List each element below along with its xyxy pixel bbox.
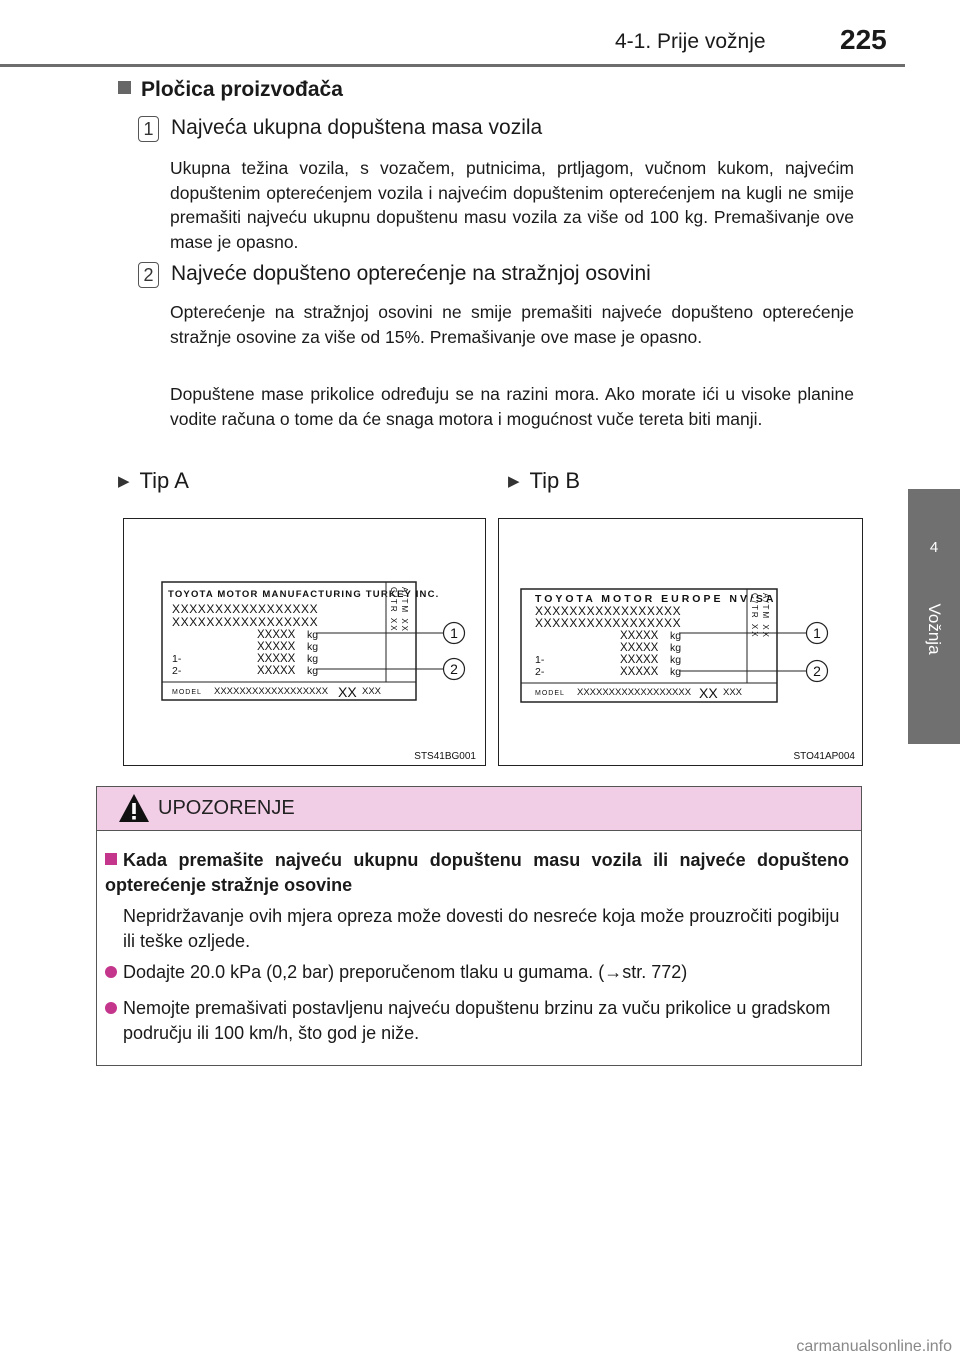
- callout-label-2: 2: [450, 661, 458, 677]
- bullet-dot-icon: [105, 1002, 117, 1014]
- figure-code: STO41AP004: [793, 751, 855, 762]
- plate-vin-line-2: XXXXXXXXXXXXXXXXX: [535, 616, 682, 630]
- warning-bullet-1: [105, 960, 851, 985]
- plate-unit: kg: [307, 653, 319, 665]
- plate-side-column-1: C/TR XX: [389, 587, 398, 633]
- figure-code: STS41BG001: [414, 751, 476, 762]
- warning-square-icon: [105, 853, 117, 865]
- plate-model-mid: XX: [699, 685, 718, 701]
- tip-a-label: [118, 468, 189, 494]
- plate-model-label: MODEL: [172, 689, 202, 696]
- plate-model-end: XXX: [723, 687, 743, 698]
- plate-weight-1: XXXXX: [620, 630, 659, 642]
- warning-bullet-text: Dodajte 20.0 kPa (0,2 bar) preporučenom tlaku u gumama. (→str. 772): [123, 962, 688, 982]
- plate-unit: kg: [670, 630, 682, 642]
- plate-model-value: XXXXXXXXXXXXXXXXXX: [577, 687, 692, 698]
- page-number: 225: [840, 24, 887, 55]
- plate-vin-line-1: XXXXXXXXXXXXXXXXX: [172, 602, 319, 616]
- plate-unit: kg: [307, 641, 319, 653]
- item-title-text: Najveća ukupna dopuštena masa vozila: [171, 116, 543, 139]
- plate-weight-3: XXXXX: [620, 654, 659, 666]
- bullet-dot-icon: [105, 966, 117, 978]
- warning-bullet-text: Nemojte premašivati postavljenu najveću dopuštenu brzinu za vuču prikolice u gradskom području ili 100 km/h, što god je niže.: [123, 998, 831, 1043]
- item-title-2: [138, 262, 651, 288]
- callout-label-2: 2: [813, 663, 821, 679]
- plate-axle-2-label: 2-: [172, 665, 182, 677]
- plate-model-mid: XX: [338, 684, 357, 700]
- triangle-right-icon: ▶: [508, 473, 520, 490]
- plate-axle-2-label: 2-: [535, 666, 545, 678]
- warning-text: Nepridržavanje ovih mjera opreza može dovesti do nesreće koja može prouzročiti pogibiju ili teške ozljede.: [123, 906, 840, 951]
- plate-side-column-1: C/TR XX: [750, 593, 759, 639]
- warning-triangle-icon: [117, 792, 151, 824]
- watermark: carmanualsonline.info: [796, 1338, 952, 1355]
- plate-unit: kg: [307, 629, 319, 641]
- plate-unit: kg: [670, 666, 682, 678]
- header-rule: [0, 64, 905, 67]
- warning-subheading-text: Kada premašite najveću ukupnu dopuštenu masu vozila ili najveće dopušteno opterećenje stražnje osovine: [105, 850, 849, 895]
- side-tab-label: Vožnja: [925, 603, 944, 655]
- plate-model-value: XXXXXXXXXXXXXXXXXX: [214, 686, 329, 697]
- plate-title: TOYOTA MOTOR MANUFACTURING TURKEY INC.: [168, 589, 440, 600]
- chapter-side-tab: [908, 489, 960, 744]
- side-tab-number: 4: [929, 539, 939, 556]
- plate-weight-4: XXXXX: [257, 665, 296, 677]
- plate-vin-line-1: XXXXXXXXXXXXXXXXX: [535, 604, 682, 618]
- plate-vin-line-2: XXXXXXXXXXXXXXXXX: [172, 615, 319, 629]
- warning-subheading: [105, 848, 849, 898]
- warning-box: [96, 786, 862, 1066]
- tip-b-text: Tip B: [529, 468, 581, 493]
- figure-tip-b: [498, 518, 863, 766]
- callout-label-1: 1: [450, 625, 458, 641]
- plate-side-column-2: A/TM XX: [400, 587, 409, 634]
- item-title-1: [138, 116, 542, 142]
- plate-weight-2: XXXXX: [257, 641, 296, 653]
- plate-weight-4: XXXXX: [620, 666, 659, 678]
- tip-b-label: [508, 468, 580, 494]
- item-2-paragraph-1: Opterećenje na stražnjoj osovini ne smije premašiti najveće dopušteno opterećenje stražnje osovine za više od 15%. Premašivanje ove mase je opasno.: [170, 302, 854, 347]
- heading-square-icon: [118, 81, 131, 94]
- item-number-badge: 1: [138, 116, 159, 142]
- chapter-title: 4-1. Prije vožnje: [615, 30, 766, 53]
- plate-weight-1: XXXXX: [257, 629, 296, 641]
- item-title-text: Najveće dopušteno opterećenje na stražnjoj osovini: [171, 262, 651, 285]
- section-heading: [118, 78, 343, 102]
- plate-unit: kg: [670, 654, 682, 666]
- triangle-right-icon: ▶: [118, 473, 130, 490]
- plate-unit: kg: [670, 642, 682, 654]
- section-heading-text: Pločica proizvođača: [141, 78, 343, 101]
- figure-tip-a: [123, 518, 486, 766]
- item-number-badge: 2: [138, 262, 159, 288]
- plate-model-end: XXX: [362, 686, 382, 697]
- plate-title: TOYOTA MOTOR EUROPE NV/SA: [535, 593, 777, 605]
- plate-side-column-2: A/TM XX: [761, 593, 770, 640]
- tip-a-text: Tip A: [139, 468, 189, 493]
- plate-weight-3: XXXXX: [257, 653, 296, 665]
- plate-axle-1-label: 1-: [172, 653, 182, 665]
- plate-model-label: MODEL: [535, 690, 565, 697]
- plate-axle-1-label: 1-: [535, 654, 545, 666]
- item-2-paragraph-2: Dopuštene mase prikolice određuju se na razini mora. Ako morate ići u visoke planine vodite računa o tome da će snaga motora i mogućnost vuče tereta biti manji.: [170, 384, 854, 429]
- item-1-paragraph: Ukupna težina vozila, s vozačem, putnicima, prtljagom, vučnom kukom, najvećim dopuštenim opterećenjem vozila i najvećim dopuštenim opterećenjem na kugli ne smije premašiti najveću ukupnu dopuštenu masu vozila za više od 100 kg. Premašivanje ove mase je opasno.: [170, 158, 854, 252]
- warning-title: UPOZORENJE: [158, 797, 295, 819]
- warning-header: [97, 787, 861, 831]
- plate-weight-2: XXXXX: [620, 642, 659, 654]
- callout-label-1: 1: [813, 625, 821, 641]
- warning-bullet-2: [105, 996, 851, 1046]
- plate-unit: kg: [307, 665, 319, 677]
